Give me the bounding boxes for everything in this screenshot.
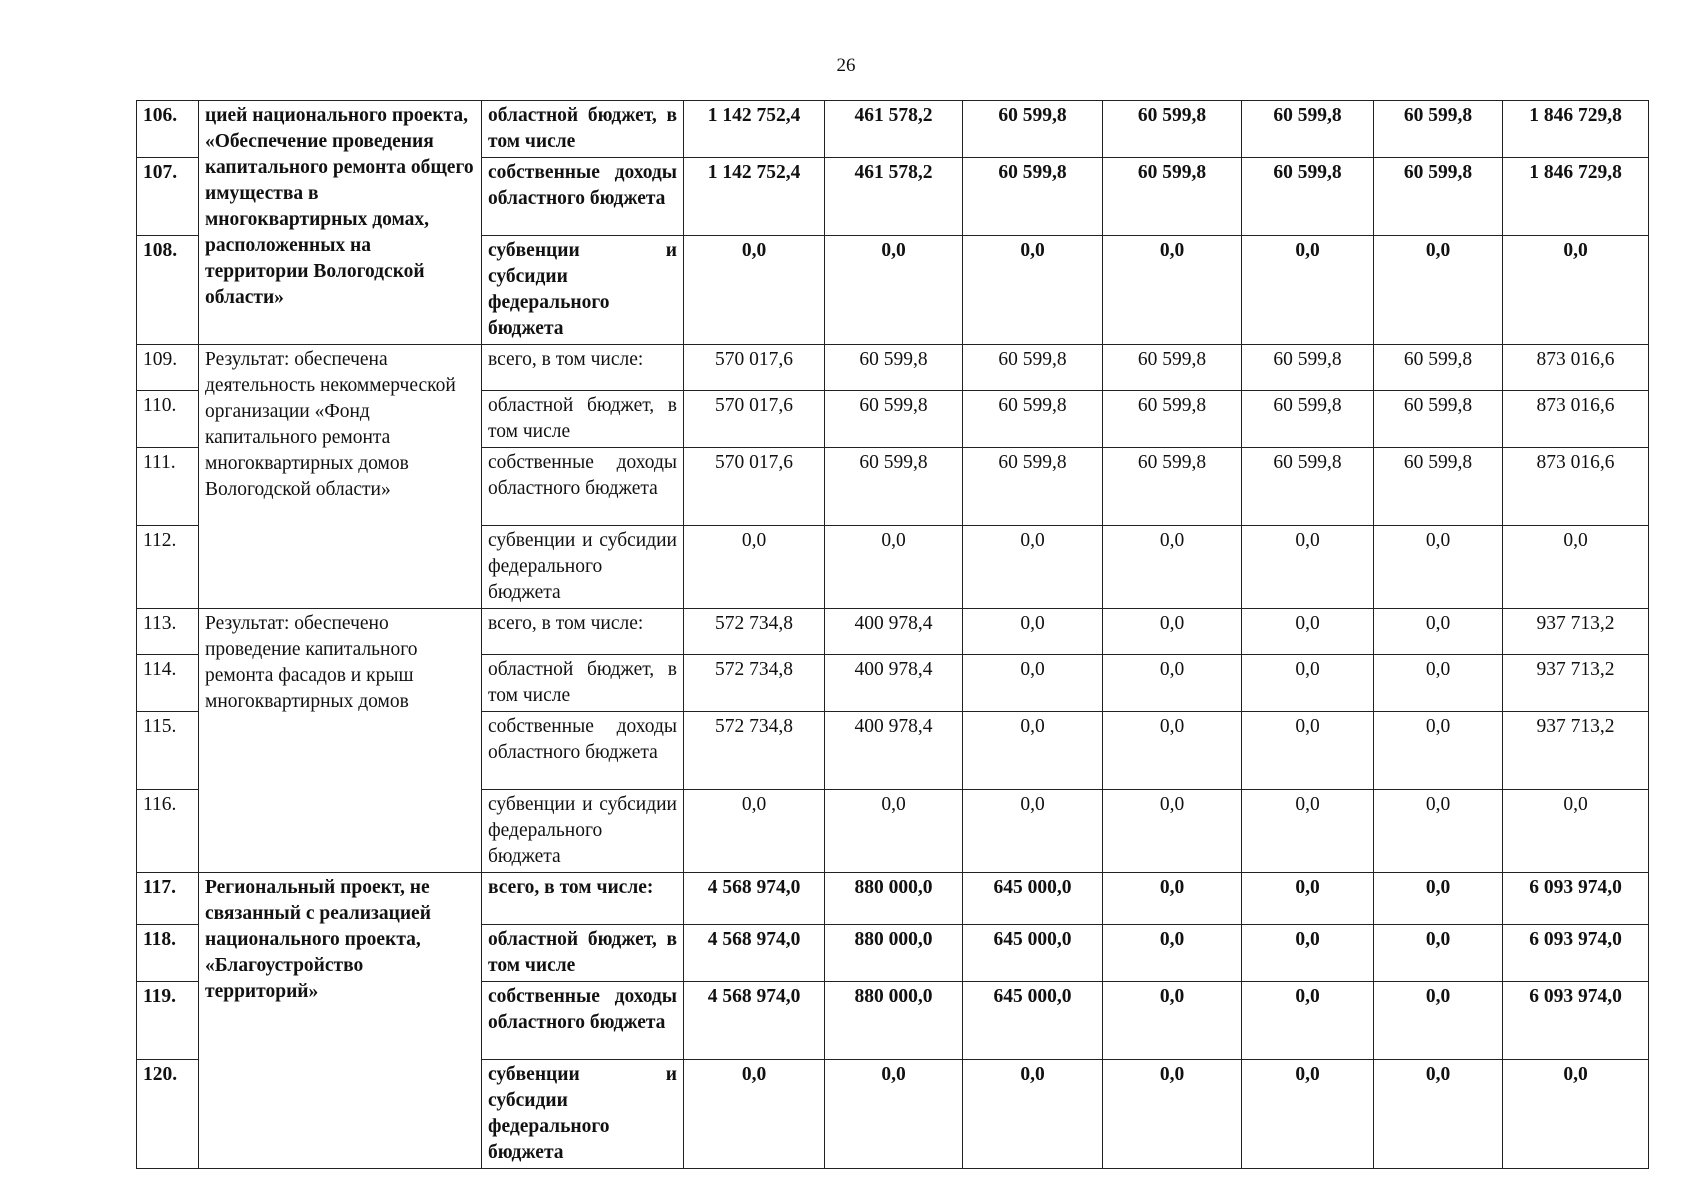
- year-value: 0,0: [1242, 925, 1374, 982]
- year-value: 461 578,2: [825, 101, 963, 158]
- funding-source: субвенции и субсидии федерального бюджета: [482, 790, 684, 873]
- total-value: 873 016,6: [1503, 345, 1649, 391]
- year-value: 0,0: [1103, 982, 1242, 1060]
- row-number: 108.: [137, 236, 199, 345]
- year-value: 0,0: [1103, 655, 1242, 712]
- row-number: 110.: [137, 391, 199, 448]
- item-description: Результат: обеспечена деятельность некоммерческой организации «Фонд капитального ремонта многоквартирных домов Вологодской области»: [199, 345, 482, 609]
- year-value: 572 734,8: [684, 655, 825, 712]
- year-value: 0,0: [1374, 712, 1503, 790]
- year-value: 60 599,8: [963, 158, 1103, 236]
- row-number: 112.: [137, 526, 199, 609]
- year-value: 0,0: [963, 1060, 1103, 1169]
- year-value: 0,0: [1374, 1060, 1503, 1169]
- year-value: 60 599,8: [825, 391, 963, 448]
- year-value: 0,0: [963, 790, 1103, 873]
- year-value: 60 599,8: [1103, 448, 1242, 526]
- budget-table-body: [137, 101, 1649, 1169]
- year-value: 0,0: [684, 236, 825, 345]
- year-value: 0,0: [963, 609, 1103, 655]
- year-value: 400 978,4: [825, 712, 963, 790]
- funding-source: собственные доходы областного бюджета: [482, 982, 684, 1060]
- year-value: 0,0: [1103, 1060, 1242, 1169]
- year-value: 60 599,8: [963, 101, 1103, 158]
- year-value: 60 599,8: [825, 448, 963, 526]
- year-value: 60 599,8: [1374, 345, 1503, 391]
- year-value: 60 599,8: [1242, 101, 1374, 158]
- total-value: 0,0: [1503, 790, 1649, 873]
- total-value: 937 713,2: [1503, 712, 1649, 790]
- page-number: 26: [836, 55, 856, 76]
- row-number: 106.: [137, 101, 199, 158]
- table-row: [137, 609, 1649, 655]
- row-number: 119.: [137, 982, 199, 1060]
- row-number: 120.: [137, 1060, 199, 1169]
- year-value: 0,0: [1103, 526, 1242, 609]
- funding-source: всего, в том числе:: [482, 873, 684, 925]
- row-number: 113.: [137, 609, 199, 655]
- year-value: 0,0: [825, 236, 963, 345]
- year-value: 0,0: [1242, 873, 1374, 925]
- year-value: 0,0: [1103, 712, 1242, 790]
- year-value: 570 017,6: [684, 391, 825, 448]
- funding-source: собственные доходы областного бюджета: [482, 158, 684, 236]
- year-value: 0,0: [1242, 712, 1374, 790]
- year-value: 880 000,0: [825, 925, 963, 982]
- year-value: 880 000,0: [825, 982, 963, 1060]
- budget-table: [136, 100, 1649, 1169]
- funding-source: субвенции и субсидии федерального бюджета: [482, 526, 684, 609]
- year-value: 570 017,6: [684, 345, 825, 391]
- total-value: 6 093 974,0: [1503, 925, 1649, 982]
- funding-source: субвенции и субсидии федерального бюджета: [482, 236, 684, 345]
- year-value: 570 017,6: [684, 448, 825, 526]
- year-value: 645 000,0: [963, 982, 1103, 1060]
- year-value: 0,0: [1374, 609, 1503, 655]
- year-value: 400 978,4: [825, 655, 963, 712]
- funding-source: областной бюджет, в том числе: [482, 925, 684, 982]
- row-number: 118.: [137, 925, 199, 982]
- year-value: 0,0: [825, 1060, 963, 1169]
- year-value: 0,0: [1103, 790, 1242, 873]
- year-value: 0,0: [684, 790, 825, 873]
- year-value: 400 978,4: [825, 609, 963, 655]
- row-number: 111.: [137, 448, 199, 526]
- year-value: 0,0: [1374, 526, 1503, 609]
- year-value: 0,0: [1242, 655, 1374, 712]
- year-value: 60 599,8: [1242, 158, 1374, 236]
- year-value: 60 599,8: [963, 345, 1103, 391]
- year-value: 60 599,8: [963, 448, 1103, 526]
- table-row: [137, 345, 1649, 391]
- year-value: 572 734,8: [684, 712, 825, 790]
- year-value: 0,0: [684, 1060, 825, 1169]
- year-value: 0,0: [1103, 873, 1242, 925]
- year-value: 0,0: [1103, 925, 1242, 982]
- year-value: 0,0: [1242, 790, 1374, 873]
- year-value: 60 599,8: [1242, 345, 1374, 391]
- table-row: [137, 101, 1649, 158]
- funding-source: собственные доходы областного бюджета: [482, 712, 684, 790]
- item-description: Результат: обеспечено проведение капитального ремонта фасадов и крыш многоквартирных домов: [199, 609, 482, 873]
- row-number: 109.: [137, 345, 199, 391]
- year-value: 0,0: [1242, 526, 1374, 609]
- funding-source: областной бюджет, в том числе: [482, 391, 684, 448]
- total-value: 937 713,2: [1503, 609, 1649, 655]
- funding-source: субвенции и субсидии федерального бюджета: [482, 1060, 684, 1169]
- year-value: 0,0: [1374, 236, 1503, 345]
- year-value: 0,0: [1374, 982, 1503, 1060]
- year-value: 0,0: [1374, 790, 1503, 873]
- year-value: 0,0: [1242, 982, 1374, 1060]
- year-value: 60 599,8: [1242, 391, 1374, 448]
- year-value: 60 599,8: [1374, 158, 1503, 236]
- funding-source: областной бюджет, в том числе: [482, 101, 684, 158]
- year-value: 645 000,0: [963, 925, 1103, 982]
- year-value: 60 599,8: [1374, 391, 1503, 448]
- total-value: 1 846 729,8: [1503, 158, 1649, 236]
- year-value: 0,0: [825, 526, 963, 609]
- year-value: 60 599,8: [1242, 448, 1374, 526]
- total-value: 0,0: [1503, 236, 1649, 345]
- row-number: 116.: [137, 790, 199, 873]
- total-value: 6 093 974,0: [1503, 982, 1649, 1060]
- total-value: 873 016,6: [1503, 391, 1649, 448]
- year-value: 645 000,0: [963, 873, 1103, 925]
- year-value: 60 599,8: [1103, 101, 1242, 158]
- year-value: 0,0: [1242, 1060, 1374, 1169]
- year-value: 1 142 752,4: [684, 158, 825, 236]
- year-value: 880 000,0: [825, 873, 963, 925]
- funding-source: всего, в том числе:: [482, 609, 684, 655]
- total-value: 873 016,6: [1503, 448, 1649, 526]
- year-value: 0,0: [1374, 925, 1503, 982]
- table-row: [137, 873, 1649, 925]
- total-value: 0,0: [1503, 526, 1649, 609]
- year-value: 60 599,8: [825, 345, 963, 391]
- year-value: 4 568 974,0: [684, 982, 825, 1060]
- year-value: 60 599,8: [963, 391, 1103, 448]
- year-value: 0,0: [1242, 236, 1374, 345]
- row-number: 115.: [137, 712, 199, 790]
- year-value: 60 599,8: [1103, 391, 1242, 448]
- row-number: 107.: [137, 158, 199, 236]
- total-value: 0,0: [1503, 1060, 1649, 1169]
- year-value: 4 568 974,0: [684, 925, 825, 982]
- year-value: 60 599,8: [1374, 101, 1503, 158]
- funding-source: собственные доходы областного бюджета: [482, 448, 684, 526]
- year-value: 0,0: [1103, 236, 1242, 345]
- year-value: 0,0: [963, 655, 1103, 712]
- year-value: 0,0: [1103, 609, 1242, 655]
- year-value: 0,0: [963, 236, 1103, 345]
- row-number: 114.: [137, 655, 199, 712]
- funding-source: областной бюджет, в том числе: [482, 655, 684, 712]
- year-value: 572 734,8: [684, 609, 825, 655]
- year-value: 1 142 752,4: [684, 101, 825, 158]
- year-value: 60 599,8: [1103, 345, 1242, 391]
- year-value: 0,0: [963, 526, 1103, 609]
- item-description: цией национального проекта, «Обеспечение проведения капитального ремонта общего имущества в многоквартирных домах, расположенных на территории Вологодской области»: [199, 101, 482, 345]
- year-value: 60 599,8: [1374, 448, 1503, 526]
- total-value: 6 093 974,0: [1503, 873, 1649, 925]
- row-number: 117.: [137, 873, 199, 925]
- year-value: 461 578,2: [825, 158, 963, 236]
- year-value: 0,0: [963, 712, 1103, 790]
- year-value: 0,0: [1242, 609, 1374, 655]
- year-value: 4 568 974,0: [684, 873, 825, 925]
- year-value: 0,0: [825, 790, 963, 873]
- total-value: 1 846 729,8: [1503, 101, 1649, 158]
- year-value: 0,0: [1374, 873, 1503, 925]
- total-value: 937 713,2: [1503, 655, 1649, 712]
- funding-source: всего, в том числе:: [482, 345, 684, 391]
- year-value: 60 599,8: [1103, 158, 1242, 236]
- year-value: 0,0: [684, 526, 825, 609]
- item-description: Региональный проект, не связанный с реализацией национального проекта, «Благоустройство территорий»: [199, 873, 482, 1169]
- year-value: 0,0: [1374, 655, 1503, 712]
